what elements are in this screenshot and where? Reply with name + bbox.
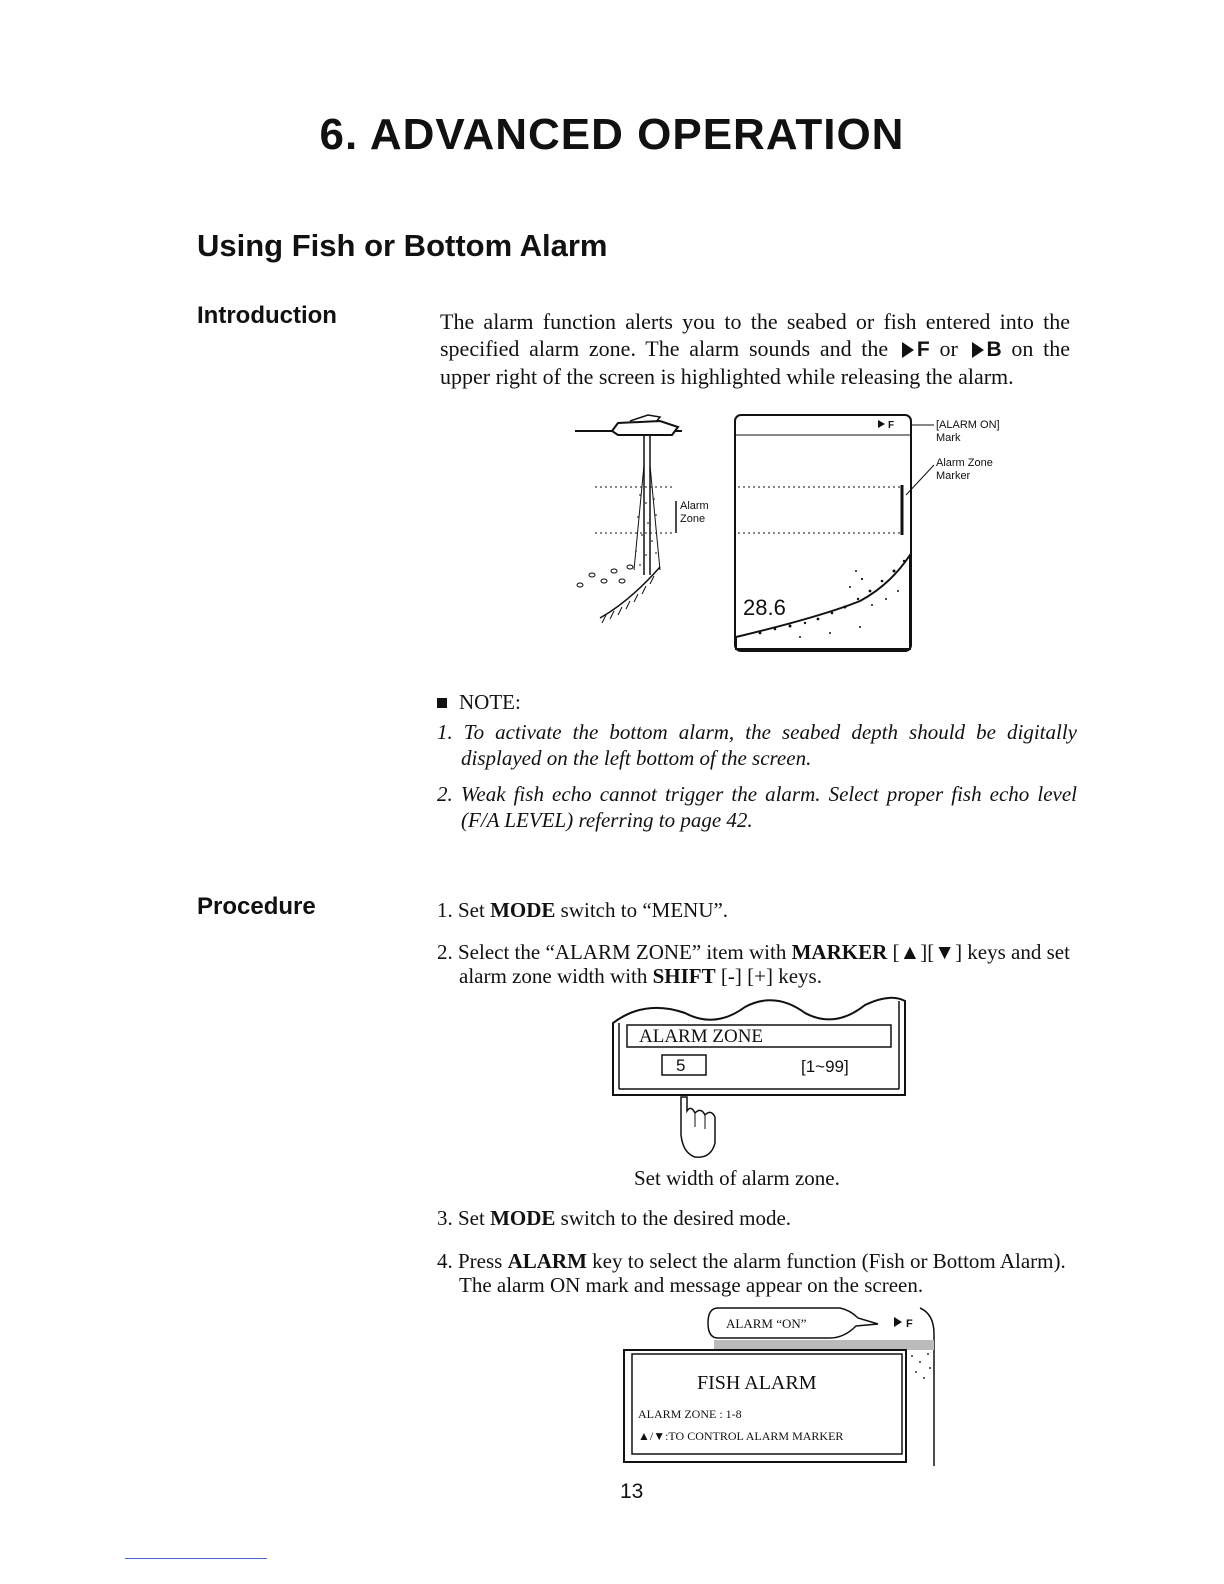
alarm-zone-label-1: Alarm bbox=[680, 500, 709, 512]
seabed-line bbox=[600, 567, 660, 618]
callout-alarm-on-2: Mark bbox=[936, 432, 961, 444]
page-number: 13 bbox=[620, 1480, 644, 1503]
footer-rule bbox=[125, 1558, 267, 1559]
procedure-heading: Procedure bbox=[197, 893, 316, 920]
step-2-text-end: [-] [+] keys. bbox=[715, 964, 822, 988]
pointing-hand-icon bbox=[681, 1097, 715, 1157]
intro-text-2: on the upper right of the screen is highlighted while releasing the alarm. bbox=[440, 336, 1071, 389]
mode-key: MODE bbox=[490, 898, 556, 922]
triangle-icon bbox=[902, 342, 914, 358]
message-f-mark: F bbox=[906, 1318, 913, 1330]
fish-icons bbox=[577, 565, 633, 587]
menu-caption: Set width of alarm zone. bbox=[634, 1166, 840, 1190]
alarm-zone-menu-figure bbox=[605, 995, 915, 1165]
step-3 bbox=[437, 1206, 1099, 1230]
step-2-text-mid: [▲][▼] keys and set alarm zone width with bbox=[459, 940, 1070, 988]
shift-key: SHIFT bbox=[652, 964, 716, 988]
step-3-text-end: switch to the desired mode. bbox=[555, 1206, 792, 1230]
zone-range: [1~99] bbox=[801, 1057, 849, 1076]
boat-icon bbox=[575, 415, 682, 435]
screen-echo-speckle bbox=[911, 1353, 931, 1379]
callout-alarm-on-1: [ALARM ON] bbox=[936, 419, 1000, 431]
alarm-zone-label-2: Zone bbox=[680, 513, 706, 525]
seabed-hatch bbox=[602, 576, 654, 623]
note-title: NOTE: bbox=[459, 690, 521, 714]
step-1-text-end: switch to “MENU”. bbox=[555, 898, 729, 922]
or-word: or bbox=[939, 336, 958, 361]
step-1 bbox=[437, 898, 1099, 922]
marker-key: MARKER bbox=[791, 940, 888, 964]
screen-strip bbox=[714, 1340, 934, 1350]
fish-alarm-title: FISH ALARM bbox=[697, 1372, 817, 1394]
step-4-text: 4. Press bbox=[437, 1249, 508, 1273]
symbol-f: F bbox=[916, 338, 930, 361]
callout-zone-marker-2: Marker bbox=[936, 470, 971, 482]
intro-text-1: The alarm function alerts you to the seabed or fish entered into the specified alarm zone. The alarm sounds and the bbox=[440, 309, 1070, 361]
callout-zone-marker-1: Alarm Zone bbox=[936, 457, 993, 469]
message-triangle-icon bbox=[894, 1317, 902, 1327]
depth-readout: 28.6 bbox=[743, 595, 786, 620]
note-block bbox=[437, 690, 1077, 843]
step-4-text-end: key to select the alarm function (Fish or Bottom Alarm). The alarm ON mark and message appear on the screen. bbox=[459, 1249, 1066, 1297]
menu-item-label: ALARM ZONE bbox=[639, 1026, 764, 1047]
introduction-heading: Introduction bbox=[197, 302, 337, 329]
symbol-b: B bbox=[986, 338, 1002, 361]
sonar-beam bbox=[634, 436, 660, 575]
alarm-zone-figure bbox=[560, 405, 1040, 665]
step-2 bbox=[437, 940, 1099, 988]
message-line-1: ALARM ZONE : 1-8 bbox=[638, 1407, 742, 1421]
fish-alarm-figure bbox=[618, 1304, 948, 1474]
bubble-text: ALARM “ON” bbox=[726, 1316, 807, 1331]
mode-key: MODE bbox=[490, 1206, 556, 1230]
chapter-title: 6. ADVANCED OPERATION bbox=[319, 110, 905, 159]
triangle-icon bbox=[972, 342, 984, 358]
screen-edge bbox=[920, 1308, 934, 1466]
step-3-text: 3. Set bbox=[437, 1206, 491, 1230]
alarm-key: ALARM bbox=[507, 1249, 587, 1273]
zone-value: 5 bbox=[676, 1056, 686, 1075]
introduction-paragraph bbox=[440, 308, 1070, 390]
screen-f-mark: F bbox=[888, 420, 895, 431]
step-2-text: 2. Select the “ALARM ZONE” item with bbox=[437, 940, 792, 964]
section-title: Using Fish or Bottom Alarm bbox=[197, 228, 608, 263]
step-4 bbox=[437, 1249, 1099, 1297]
note-item-1: 1. To activate the bottom alarm, the seabed depth should be digitally displayed on the left bottom of the screen. bbox=[437, 720, 1077, 770]
note-item-2: 2. Weak fish echo cannot trigger the alarm. Select proper fish echo level (F/A LEVEL) referring to page 42. bbox=[437, 782, 1077, 832]
step-1-text: 1. Set bbox=[437, 898, 491, 922]
bullet-square-icon bbox=[437, 698, 447, 708]
message-line-2: ▲/▼:TO CONTROL ALARM MARKER bbox=[638, 1429, 844, 1443]
